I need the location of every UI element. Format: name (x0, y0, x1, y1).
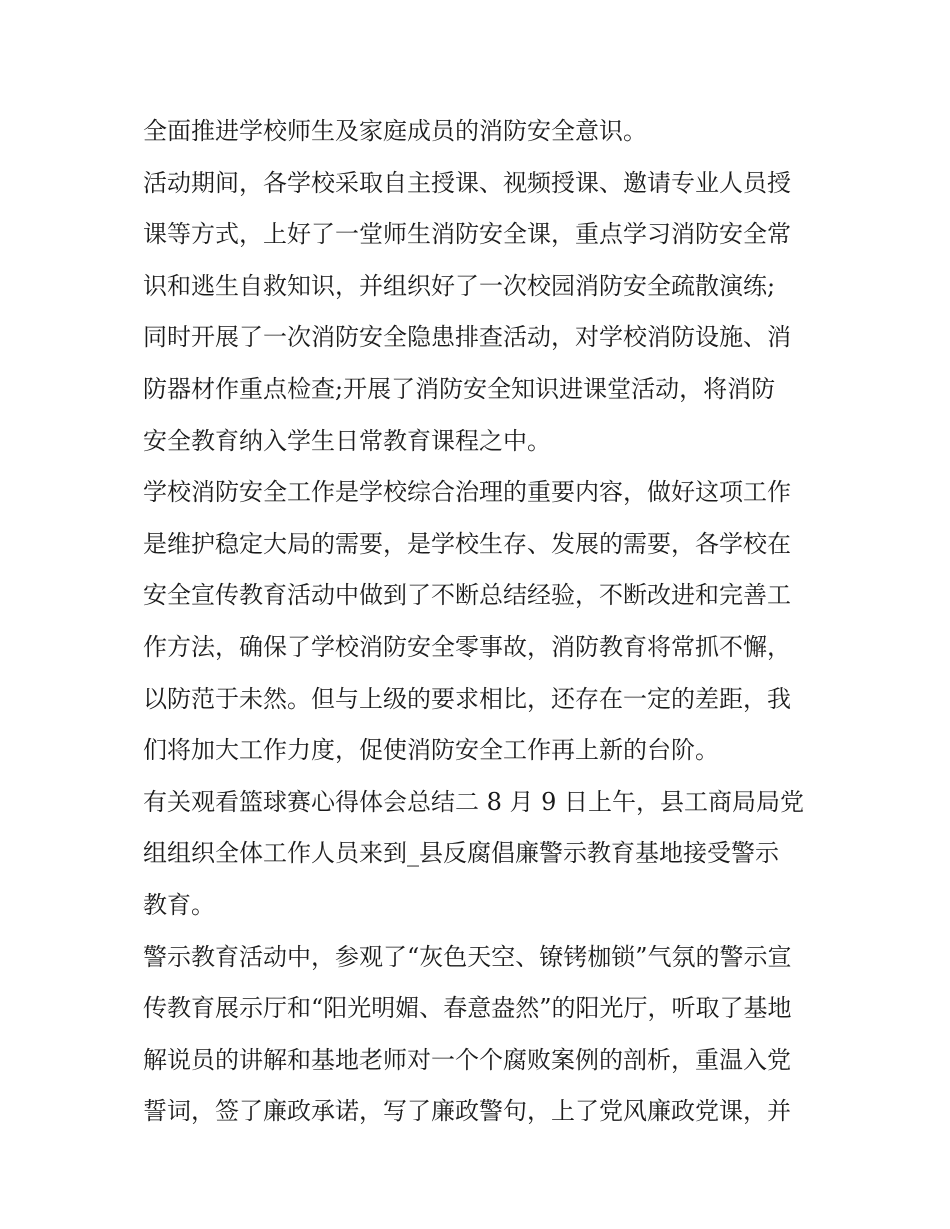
text-line: 们将加大工作力度，促使消防安全工作再上新的台阶。 (143, 736, 719, 765)
text-line: 全面推进学校师生及家庭成员的消防安全意识。 (143, 117, 647, 145)
text-line: 传教育展示厅和“阳光明媚、春意盎然”的阳光厅，听取了基地 (143, 994, 792, 1023)
text-line: 是维护稳定大局的需要，是学校生存、发展的需要，各学校在 (143, 529, 791, 558)
document-body (143, 106, 815, 1138)
text-line: 活动期间，各学校采取自主授课、视频授课、邀请专业人员授 (143, 168, 791, 197)
text-line: 教育。 (143, 890, 215, 919)
text-line: 以防范于未然。但与上级的要求相比，还存在一定的差距，我 (143, 684, 791, 713)
text-line: 警示教育活动中，参观了“灰色天空、镣铐枷锁”气氛的警示宣 (143, 942, 792, 971)
text-line: 同时开展了一次消防安全隐患排查活动，对学校消防设施、消 (143, 323, 791, 352)
text-line: 作方法，确保了学校消防安全零事故，消防教育将常抓不懈， (143, 632, 791, 661)
text-line: 解说员的讲解和基地老师对一个个腐败案例的剖析，重温入党 (143, 1045, 791, 1074)
text-line: 有关观看篮球赛心得体会总结二 8 月 9 日上午，县工商局局党 (143, 787, 805, 816)
text-line: 组组织全体工作人员来到_县反腐倡廉警示教育基地接受警示 (143, 839, 779, 868)
text-line: 誓词，签了廉政承诺，写了廉政警句，上了党风廉政党课，并 (143, 1097, 791, 1126)
text-line: 识和逃生自救知识，并组织好了一次校园消防安全疏散演练; (143, 271, 776, 300)
text-line: 安全教育纳入学生日常教育课程之中。 (143, 426, 551, 455)
text-line: 学校消防安全工作是学校综合治理的重要内容，做好这项工作 (143, 478, 791, 507)
text-line: 防器材作重点检查;开展了消防安全知识进课堂活动，将消防 (143, 374, 776, 403)
text-line: 安全宣传教育活动中做到了不断总结经验，不断改进和完善工 (143, 581, 791, 610)
text-line: 课等方式，上好了一堂师生消防安全课，重点学习消防安全常 (143, 220, 791, 249)
